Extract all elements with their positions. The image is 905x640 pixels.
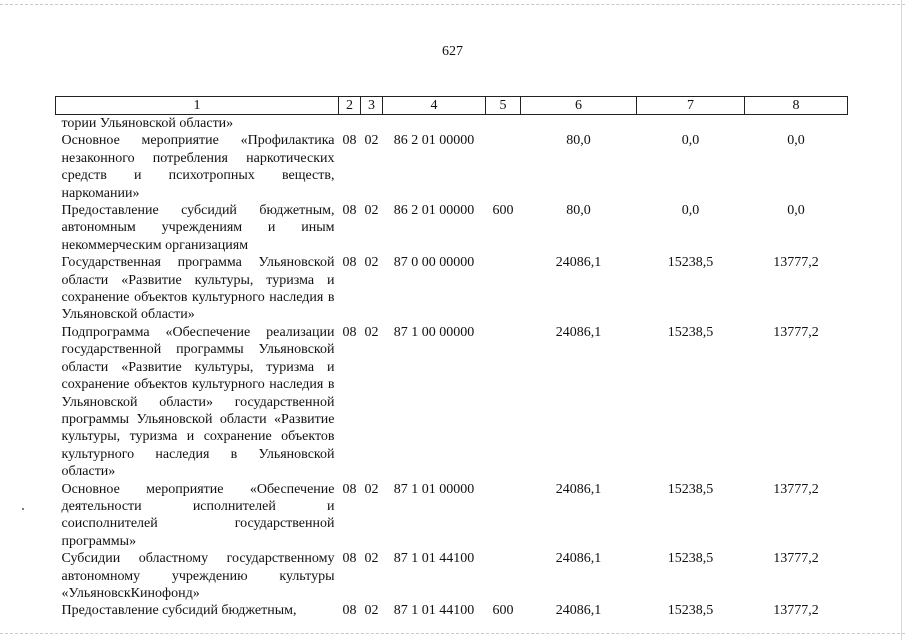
- row-amount-col6: 24086,1: [555, 255, 602, 271]
- row-amount-col7: 15238,5: [667, 603, 714, 619]
- row-amount-col6: 24086,1: [555, 324, 602, 340]
- row-amount-col8: 13777,2: [773, 481, 819, 497]
- header-col-7: 7: [637, 97, 745, 115]
- scan-edge-top: [0, 4, 905, 5]
- row-name: Подпрограмма «Обеспечение реализации государственной программы Ульяновской области «Развитие культуры, туризма и сохранение объектов культурного наследия в Ульяновской области» государственной программы Ульяновской области «Развитие культуры, туризма и сохранение объектов культурного наследия в Ульяновской области»: [61, 324, 335, 480]
- row-section: 08: [342, 551, 357, 567]
- row-target-code: 86 2 01 00000: [393, 133, 475, 149]
- row-expense-type: [486, 324, 521, 481]
- header-col-2: 2: [339, 97, 361, 115]
- row-amount-col7: 15238,5: [667, 255, 714, 271]
- row-amount-col6: 80,0: [566, 203, 591, 219]
- row-section: 08: [342, 255, 357, 271]
- table-row: [56, 202, 848, 254]
- row-target-code: 87 1 01 44100: [393, 603, 475, 619]
- row-name: Предоставление субсидий бюджетным, автономным учреждениям и иным некоммерческим организациям: [61, 203, 335, 253]
- header-col-3: 3: [361, 97, 383, 115]
- row-target-code: 87 1 01 44100: [393, 551, 475, 567]
- row-subsection: 02: [364, 481, 379, 497]
- row-amount-col8: 0,0: [787, 133, 805, 149]
- header-col-4: 4: [383, 97, 486, 115]
- table-row: [56, 324, 848, 481]
- row-section: 08: [342, 481, 357, 497]
- row-name: Предоставление субсидий бюджетным,: [61, 603, 297, 619]
- table-row: [56, 550, 848, 602]
- row-amount-col7: 0,0: [681, 203, 700, 219]
- row-expense-type: 600: [492, 203, 514, 219]
- table-row: [56, 115, 848, 133]
- row-subsection: 02: [364, 133, 379, 149]
- row-subsection: 02: [364, 551, 379, 567]
- row-amount-col7: [637, 115, 745, 133]
- header-col-6: 6: [521, 97, 637, 115]
- row-name: Субсидии областному государственному автономному учреждению культуры «УльяновскКинофонд»: [61, 551, 335, 601]
- header-col-8: 8: [745, 97, 848, 115]
- row-amount-col7: 15238,5: [667, 324, 714, 340]
- row-amount-col8: 0,0: [787, 203, 805, 219]
- row-section: 08: [342, 133, 357, 149]
- row-section: 08: [342, 324, 357, 340]
- table-row: [56, 602, 848, 619]
- row-expense-type: [486, 550, 521, 602]
- table-row: [56, 481, 848, 551]
- row-expense-type: [486, 115, 521, 133]
- row-name: Государственная программа Ульяновской области «Развитие культуры, туризма и сохранение объектов культурного наследия в Ульяновской области»: [61, 255, 335, 323]
- row-amount-col8: 13777,2: [773, 551, 819, 567]
- row-amount-col6: 80,0: [566, 133, 591, 149]
- row-expense-type: [486, 481, 521, 551]
- header-row: [56, 97, 848, 115]
- row-amount-col8: 13777,2: [773, 255, 819, 271]
- table-row: [56, 132, 848, 202]
- row-amount-col6: [521, 115, 637, 133]
- header-col-1: 1: [56, 97, 339, 115]
- row-subsection: 02: [364, 203, 379, 219]
- row-amount-col6: 24086,1: [555, 551, 602, 567]
- table-row: [56, 254, 848, 324]
- row-name: тории Ульяновской области»: [61, 116, 234, 131]
- row-name: Основное мероприятие «Профилактика незаконного потребления наркотических средств и психотропных веществ, наркомании»: [61, 133, 335, 201]
- budget-table: [55, 96, 848, 620]
- row-amount-col8: 13777,2: [773, 324, 819, 340]
- scan-speck: [22, 508, 24, 510]
- row-target-code: 86 2 01 00000: [393, 203, 475, 219]
- row-subsection: 02: [364, 603, 379, 619]
- row-target-code: 87 0 00 00000: [393, 255, 475, 271]
- row-expense-type: 600: [492, 603, 514, 619]
- row-subsection: [361, 115, 383, 133]
- page-number: 627: [442, 44, 463, 59]
- row-target-code: [383, 115, 486, 133]
- row-target-code: 87 1 01 00000: [393, 481, 475, 497]
- scan-edge-right: [901, 0, 902, 640]
- scan-edge-bottom: [0, 633, 905, 634]
- row-target-code: 87 1 00 00000: [393, 324, 475, 340]
- row-amount-col6: 24086,1: [555, 481, 602, 497]
- row-section: [339, 115, 361, 133]
- row-amount-col8: [745, 115, 848, 133]
- row-expense-type: [486, 254, 521, 324]
- row-name: Основное мероприятие «Обеспечение деятельности исполнителей и соисполнителей государственной программы»: [61, 481, 335, 549]
- row-amount-col7: 15238,5: [667, 481, 714, 497]
- row-section: 08: [342, 203, 357, 219]
- row-subsection: 02: [364, 324, 379, 340]
- row-expense-type: [486, 132, 521, 202]
- row-amount-col8: 13777,2: [773, 603, 819, 619]
- row-section: 08: [342, 603, 357, 619]
- row-subsection: 02: [364, 255, 379, 271]
- row-amount-col6: 24086,1: [555, 603, 602, 619]
- header-col-5: 5: [486, 97, 521, 115]
- row-amount-col7: 0,0: [681, 133, 700, 149]
- row-amount-col7: 15238,5: [667, 551, 714, 567]
